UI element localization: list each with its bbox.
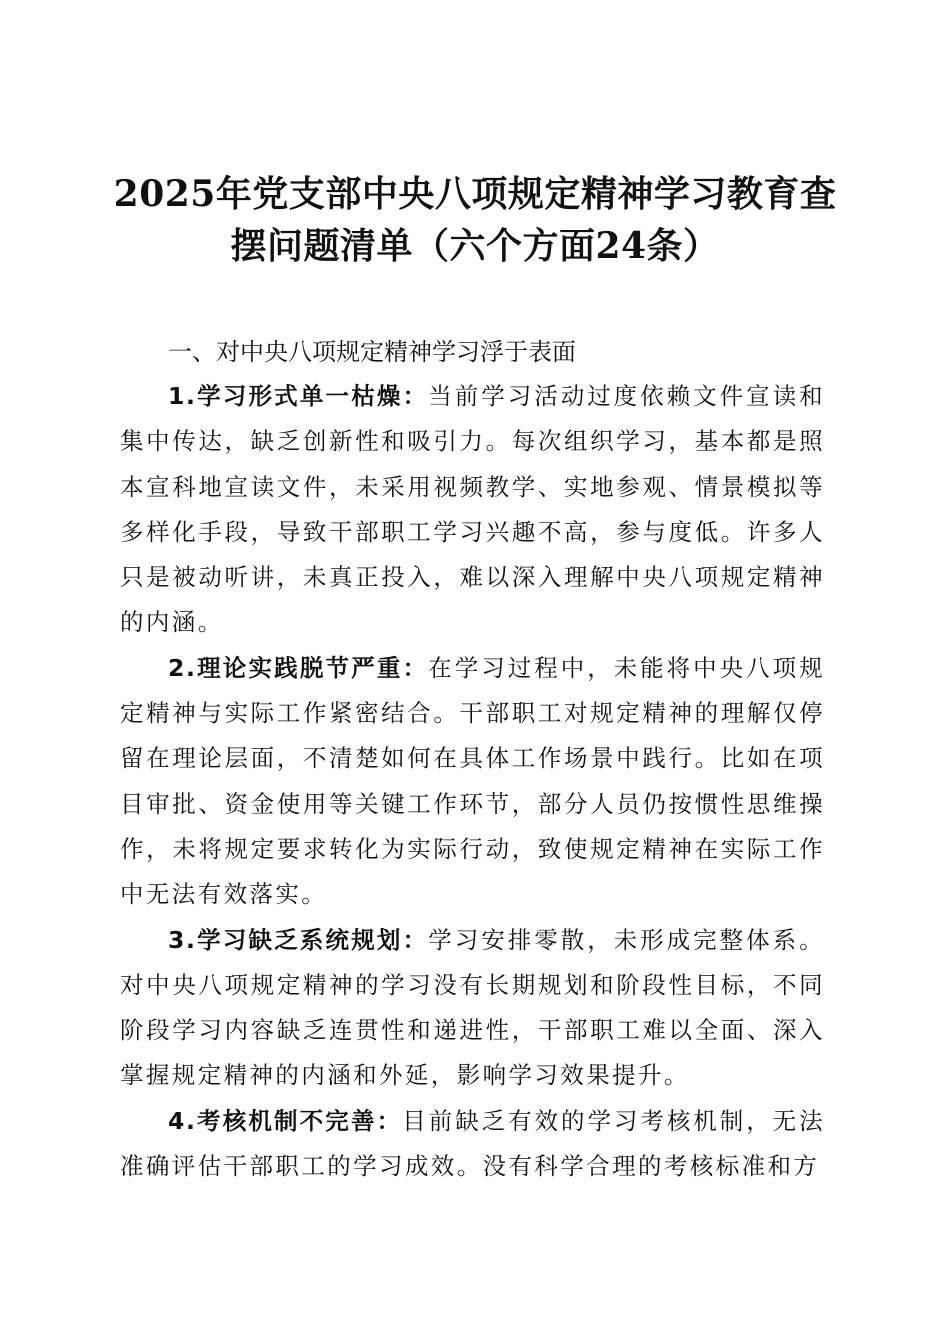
item-text: 当前学习活动过度依赖文件宣读和集中传达，缺乏创新性和吸引力。每次组织学习，基本都是照本宣科地宣读文件，未采用视频教学、实地参观、情景模拟等多样化手段，导致干部职工学习兴趣不高，参与度低。许多人只是被动听讲，未真正投入，难以深入理解中央八项规定精神的内涵。: [120, 382, 825, 637]
list-item: [120, 646, 825, 918]
item-label: 2.理论实践脱节严重：: [168, 653, 429, 682]
item-label: 1.学习形式单一枯燥：: [168, 382, 429, 410]
document-body: [120, 374, 825, 1189]
list-item: [120, 374, 825, 646]
title-line-2: 摆问题清单（六个方面24条）: [230, 225, 720, 267]
document-title: [100, 168, 850, 272]
item-label: 4.考核机制不完善：: [168, 1106, 403, 1135]
item-label: 3.学习缺乏系统规划：: [168, 925, 429, 954]
list-item: [120, 1099, 825, 1190]
section-heading: 一、对中央八项规定精神学习浮于表面: [168, 338, 576, 366]
title-line-1: 2025年党支部中央八项规定精神学习教育查: [113, 173, 837, 215]
list-item: [120, 918, 825, 1099]
item-text: 学习安排零散，未形成完整体系。对中央八项规定精神的学习没有长期规划和阶段性目标，不同阶段学习内容缺乏连贯性和递进性，干部职工难以全面、深入掌握规定精神的内涵和外延，影响学习效果提升。: [120, 925, 825, 1090]
item-text: 目前缺乏有效的学习考核机制，无法准确评估干部职工的学习成效。没有科学合理的考核标准和方: [120, 1106, 826, 1181]
item-text: 在学习过程中，未能将中央八项规定精神与实际工作紧密结合。干部职工对规定精神的理解仅停留在理论层面，不清楚如何在具体工作场景中践行。比如在项目审批、资金使用等关键工作环节，部分人员仍按惯性思维操作，未将规定要求转化为实际行动，致使规定精神在实际工作中无法有效落实。: [120, 653, 825, 909]
